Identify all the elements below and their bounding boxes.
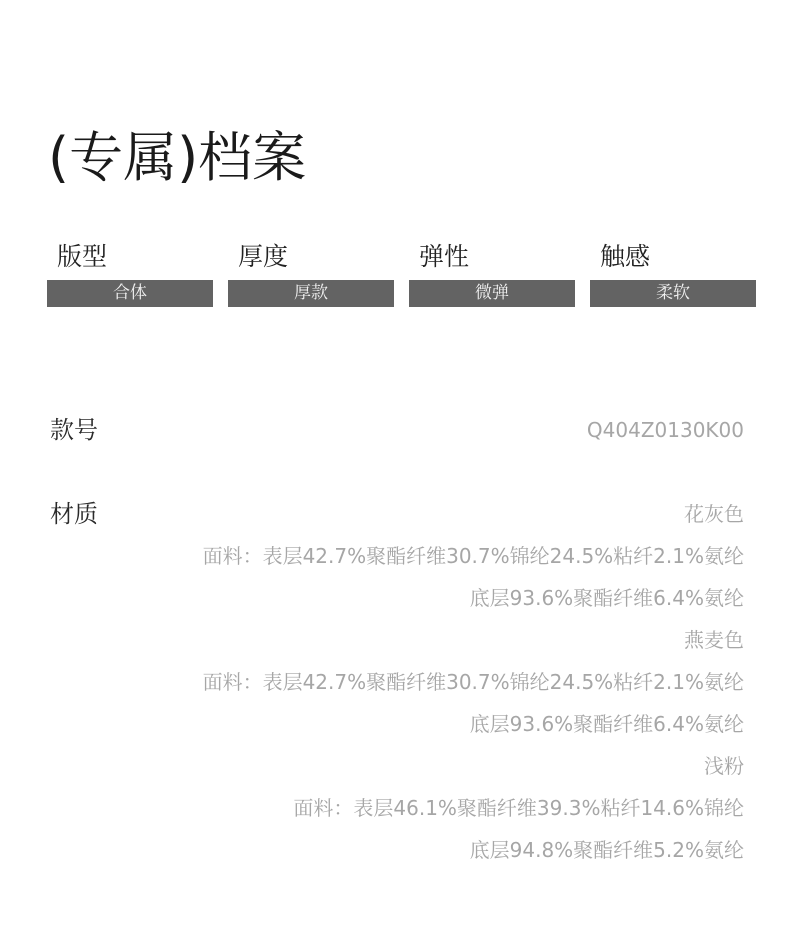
material-label: 材质 bbox=[50, 500, 98, 528]
material-lining-line: 底层94.8%聚酯纤维5.2%氨纶 bbox=[469, 838, 744, 862]
material-fabric-line: 面料：表层46.1%聚酯纤维39.3%粘纤14.6%锦纶 bbox=[293, 796, 744, 820]
attribute-fit bbox=[47, 240, 213, 307]
attribute-value-bar: 合体 bbox=[47, 280, 213, 307]
model-number-value: Q404Z0130K00 bbox=[586, 418, 744, 442]
attribute-touch bbox=[590, 240, 756, 307]
page-title: (专属)档案 bbox=[48, 126, 307, 189]
material-lining-line: 底层93.6%聚酯纤维6.4%氨纶 bbox=[469, 586, 744, 610]
attribute-thickness bbox=[228, 240, 394, 307]
attribute-label: 触感 bbox=[600, 242, 651, 271]
material-fabric-line: 面料：表层42.7%聚酯纤维30.7%锦纶24.5%粘纤2.1%氨纶 bbox=[202, 670, 744, 694]
attribute-elasticity bbox=[409, 240, 575, 307]
material-lining-line: 底层93.6%聚酯纤维6.4%氨纶 bbox=[469, 712, 744, 736]
attribute-value-bar: 厚款 bbox=[228, 280, 394, 307]
material-color-name: 花灰色 bbox=[684, 502, 744, 526]
attribute-label: 厚度 bbox=[238, 242, 289, 271]
attribute-value-bar: 柔软 bbox=[590, 280, 756, 307]
attribute-label: 版型 bbox=[57, 242, 108, 271]
attribute-value-bar: 微弹 bbox=[409, 280, 575, 307]
material-color-name: 燕麦色 bbox=[684, 628, 744, 652]
material-color-name: 浅粉 bbox=[704, 754, 744, 778]
attribute-label: 弹性 bbox=[419, 242, 470, 271]
material-fabric-line: 面料：表层42.7%聚酯纤维30.7%锦纶24.5%粘纤2.1%氨纶 bbox=[202, 544, 744, 568]
material-list bbox=[203, 500, 744, 878]
model-number-label: 款号 bbox=[50, 416, 98, 444]
